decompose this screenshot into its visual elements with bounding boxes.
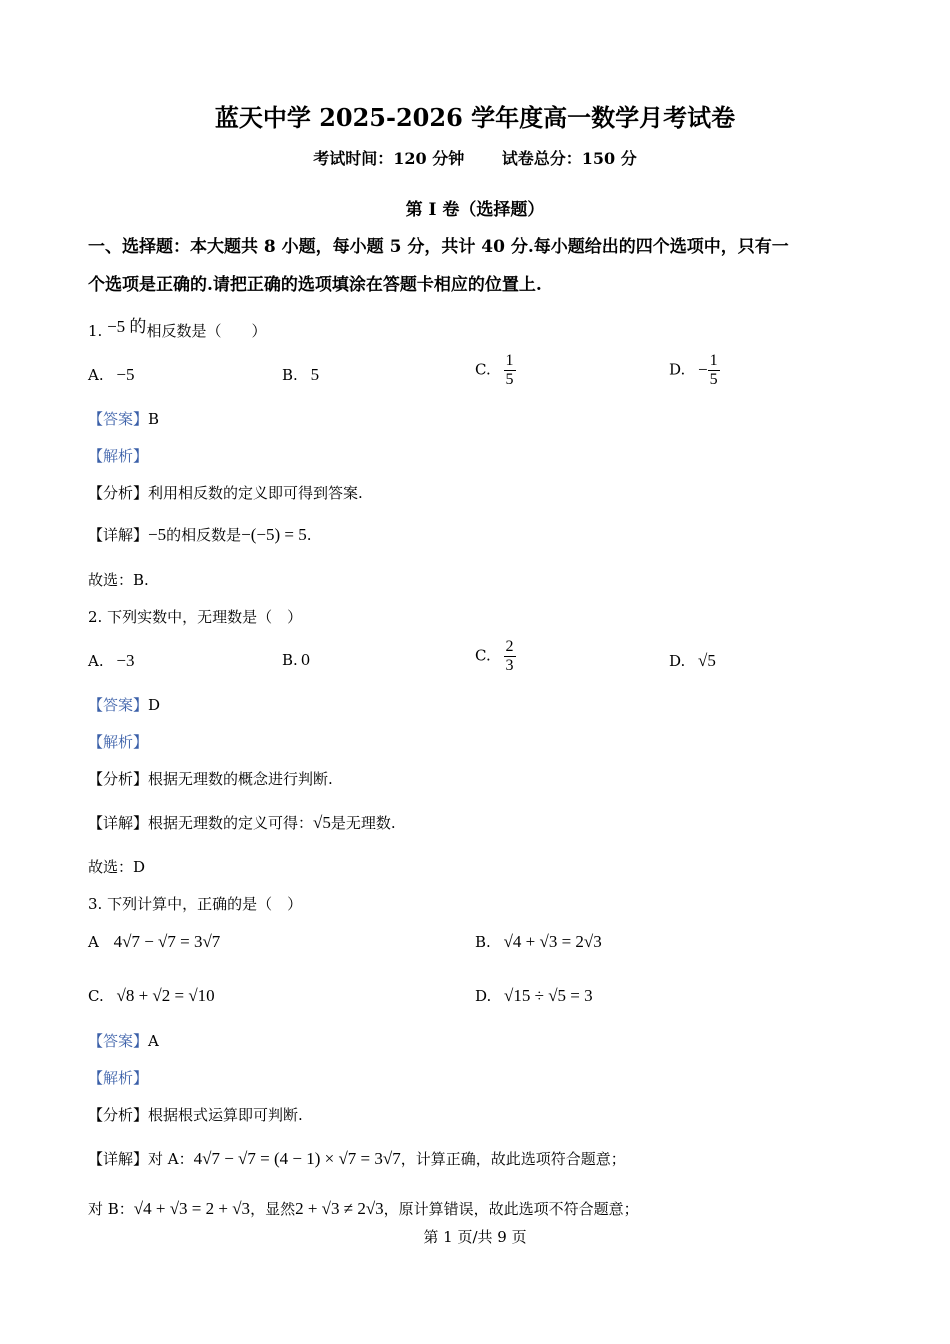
q1-option-c-fraction bbox=[504, 352, 516, 389]
q3-detail-b bbox=[88, 1198, 639, 1219]
q3-option-c-value: √8 + √2 = √10 bbox=[116, 986, 215, 1005]
q1-option-b-label: B. bbox=[282, 366, 298, 384]
q1-option-c bbox=[475, 352, 516, 389]
q1-option-c-numerator: 1 bbox=[505, 352, 514, 369]
q2-stem: 2. 下列实数中，无理数是（ ） bbox=[88, 608, 303, 626]
q1-option-a-value: −5 bbox=[116, 365, 135, 384]
instructions-line-1: 一、选择题：本大题共 8 小题，每小题 5 分，共计 40 分.每小题给出的四个选项中，只有一 bbox=[88, 237, 789, 257]
q1-stem bbox=[88, 316, 266, 341]
exam-title: 蓝天中学 2025-2026 学年度高一数学月考试卷 bbox=[214, 103, 736, 132]
q1-stem-math: −5 的 bbox=[107, 317, 147, 336]
q1-answer-value: B bbox=[148, 410, 160, 428]
instructions-line-2: 个选项是正确的.请把正确的选项填涂在答题卡相应的位置上. bbox=[88, 275, 542, 295]
q3-detail-b-label: 对 B： bbox=[88, 1200, 134, 1218]
q3-option-d-label: D. bbox=[475, 987, 492, 1005]
q3-detail-label: 【详解】对 A： bbox=[88, 1150, 194, 1168]
q3-option-b bbox=[475, 932, 602, 952]
q3-option-d-value: √15 ÷ √5 = 3 bbox=[504, 986, 593, 1005]
q3-answer-label: 【答案】 bbox=[88, 1032, 149, 1050]
q1-answer-label: 【答案】 bbox=[88, 410, 149, 428]
q3-option-c-label: C. bbox=[88, 987, 104, 1005]
q1-detail-text: 的相反数是 bbox=[166, 526, 242, 544]
q1-option-d-fraction bbox=[708, 352, 720, 389]
q3-detail-tail: ，计算正确，故此选项符合题意； bbox=[400, 1150, 626, 1168]
q2-conclusion: 故选：D bbox=[88, 858, 146, 876]
q1-option-a-label: A. bbox=[88, 366, 104, 384]
q1-option-b bbox=[282, 365, 319, 385]
q1-number: 1. bbox=[88, 322, 103, 340]
q1-option-a bbox=[88, 365, 134, 385]
q2-answer-value: D bbox=[148, 696, 161, 714]
page-footer: 第 1 页/共 9 页 bbox=[423, 1228, 527, 1246]
q2-option-d-value: √5 bbox=[698, 651, 716, 670]
q3-answer-value: A bbox=[148, 1032, 159, 1050]
q1-detail-period: . bbox=[306, 526, 312, 544]
q2-detail bbox=[88, 812, 396, 833]
q1-option-d-sign: − bbox=[698, 359, 708, 379]
q1-option-d-numerator: 1 bbox=[709, 352, 718, 369]
q3-option-b-label: B. bbox=[475, 933, 491, 951]
q2-option-c-numerator: 2 bbox=[505, 638, 514, 655]
q2-option-d bbox=[669, 651, 716, 671]
q1-option-c-denominator: 5 bbox=[505, 371, 514, 388]
q2-fenxi: 【分析】根据无理数的概念进行判断. bbox=[88, 770, 333, 788]
q2-option-a-label: A. bbox=[88, 652, 104, 670]
q3-analysis-label: 【解析】 bbox=[88, 1069, 149, 1087]
q2-option-c-fraction bbox=[504, 638, 516, 675]
q3-option-a-label: A bbox=[88, 933, 99, 951]
q2-option-b bbox=[282, 651, 310, 669]
q2-detail-math: √5 bbox=[313, 813, 331, 832]
q2-answer bbox=[88, 694, 160, 715]
q2-option-a-value: −3 bbox=[116, 651, 135, 670]
q1-detail-label: 【详解】 bbox=[88, 526, 149, 544]
q1-detail-math-c: −(−5) = 5 bbox=[241, 525, 307, 544]
exam-meta bbox=[0, 146, 950, 169]
q2-detail-tail: 是无理数. bbox=[330, 814, 396, 832]
q2-detail-label: 【详解】根据无理数的定义可得： bbox=[88, 814, 314, 832]
q1-option-c-label: C. bbox=[475, 360, 491, 379]
q2-answer-label: 【答案】 bbox=[88, 696, 149, 714]
q1-analysis-label: 【解析】 bbox=[88, 447, 149, 465]
q1-option-d-denominator: 5 bbox=[709, 371, 718, 388]
q3-option-d bbox=[475, 986, 593, 1006]
q1-detail-math-a: −5 bbox=[148, 525, 167, 544]
q1-conclusion: 故选：B. bbox=[88, 571, 149, 589]
q2-option-c-label: C. bbox=[475, 646, 491, 665]
q2-option-d-label: D. bbox=[669, 652, 686, 670]
q3-detail-b-math-1: √4 + √3 = 2 + √3 bbox=[133, 1199, 251, 1218]
q3-answer bbox=[88, 1030, 159, 1051]
q2-option-c bbox=[475, 638, 516, 675]
q3-detail-b-mid: ，显然 bbox=[250, 1200, 296, 1218]
q1-fenxi: 【分析】利用相反数的定义即可得到答案. bbox=[88, 484, 363, 502]
q2-option-c-denominator: 3 bbox=[505, 657, 514, 674]
q1-stem-text: 相反数是（ ） bbox=[146, 322, 267, 340]
q3-detail-a bbox=[88, 1148, 626, 1169]
q2-option-b-value: 0 bbox=[300, 651, 311, 669]
section-heading: 第 I 卷（选择题） bbox=[405, 200, 545, 220]
q2-option-a bbox=[88, 651, 134, 671]
exam-score: 试卷总分：150 分 bbox=[501, 149, 637, 168]
q3-option-b-value: √4 + √3 = 2√3 bbox=[503, 932, 602, 951]
q3-detail-b-tail: ，原计算错误，故此选项不符合题意； bbox=[383, 1200, 639, 1218]
q1-detail bbox=[88, 524, 312, 545]
q3-option-c bbox=[88, 986, 215, 1006]
q3-fenxi: 【分析】根据根式运算即可判断. bbox=[88, 1106, 303, 1124]
q1-option-d-label: D. bbox=[669, 360, 686, 379]
exam-time: 考试时间：120 分钟 bbox=[313, 149, 465, 168]
q3-option-a bbox=[88, 932, 220, 952]
q1-answer bbox=[88, 408, 159, 429]
q2-option-b-label: B. bbox=[282, 651, 298, 669]
q3-stem: 3. 下列计算中，正确的是（ ） bbox=[88, 895, 303, 913]
q1-option-d bbox=[669, 352, 720, 389]
q2-analysis-label: 【解析】 bbox=[88, 733, 149, 751]
q3-option-a-value: 4√7 − √7 = 3√7 bbox=[113, 932, 221, 951]
q3-detail-b-math-2: 2 + √3 ≠ 2√3 bbox=[295, 1199, 384, 1218]
q3-detail-math: 4√7 − √7 = (4 − 1) × √7 = 3√7 bbox=[193, 1149, 401, 1168]
q1-option-b-value: 5 bbox=[310, 365, 320, 384]
